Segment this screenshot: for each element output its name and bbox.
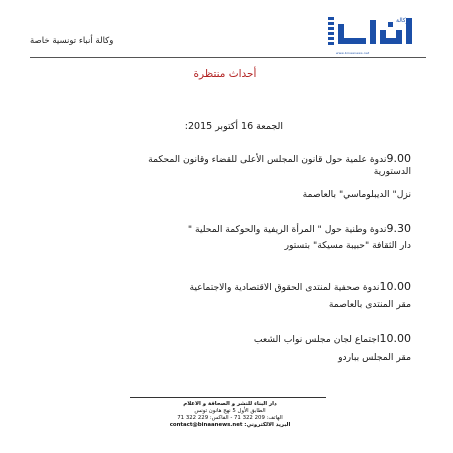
header-divider (30, 57, 426, 58)
event-3-title-text: ندوة صحفية لمنتدى الحقوق الاقتصادية والاجتماعية (189, 282, 380, 293)
event-4-title-text: اجتماع لجان مجلس نواب الشعب (253, 334, 380, 345)
event-2-time: 9.30 (386, 222, 411, 235)
event-2-title (188, 222, 411, 235)
logo-website: www.binaanews.net (336, 51, 370, 55)
event-2-venue: دار الثقافة "حبيبة مسيكة" بتستور (284, 240, 411, 251)
footer-email: البريد الالكتروني: contact@binaanews.net (169, 422, 291, 428)
event-1-venue: نزل" الديبلوماسي" بالعاصمة (302, 189, 411, 200)
logo-small-text: وكالة (396, 17, 409, 24)
event-1-title-continued: الدستورية (373, 166, 411, 177)
binaa-logo (326, 14, 422, 54)
event-3-time: 10.00 (379, 280, 411, 293)
footer-divider (130, 397, 326, 398)
footer-address: الطابق الأول 5 نهج هانون تونس (194, 408, 266, 414)
event-4-title (254, 332, 411, 345)
event-1-title (148, 152, 411, 165)
footer-phone-fax: الهاتف: 209 322 71 - الفاكس: 229 322 71 (177, 415, 283, 421)
event-3-venue: مقر المنتدى بالعاصمة (328, 299, 411, 310)
event-2-title-text: ندوة وطنية حول " المرأة الريفية والحوكمة المحلية " (187, 224, 387, 235)
event-4-venue: مقر المجلس بباردو (338, 352, 411, 363)
event-3-title (189, 280, 411, 293)
event-4-time: 10.00 (379, 332, 411, 345)
agency-name: وكالة أنباء تونسية خاصة (30, 36, 114, 46)
page-title: أحداث منتظرة (193, 68, 257, 80)
date-line: الجمعة 16 أكتوبر 2015: (184, 121, 283, 132)
event-1-time: 9.00 (386, 152, 411, 165)
event-1-title-text: ندوة علمية حول قانون المجلس الأعلى للقضاء وقانون المحكمة (148, 154, 387, 165)
footer-publisher: دار البناء للنشر و الصحافة و الاعلام (183, 401, 277, 407)
footer (150, 401, 310, 429)
